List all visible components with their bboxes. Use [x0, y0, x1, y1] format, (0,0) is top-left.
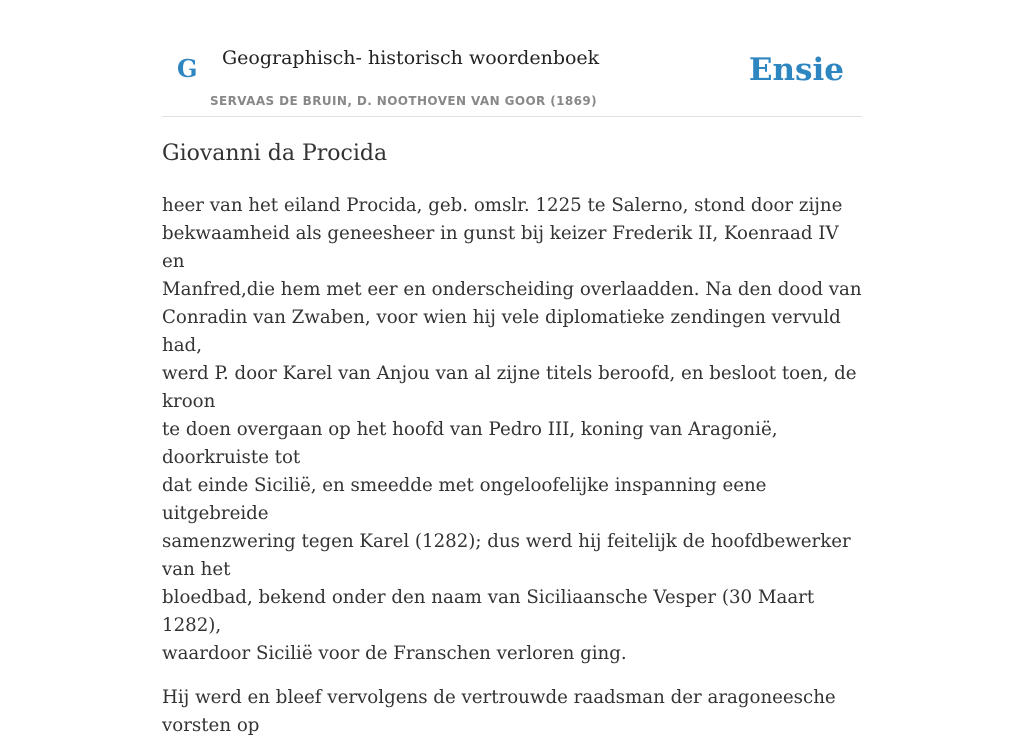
- entry-line: te doen overgaan op het hoofd van Pedro III, koning van Aragonië, doorkruiste tot: [162, 419, 778, 468]
- entry-title: Giovanni da Procida: [162, 141, 388, 166]
- entry-line: heer van het eiland Procida, geb. omslr. 1225 te Salerno, stond door zijne: [162, 195, 843, 216]
- entry-line: werd P. door Karel van Anjou van al zijne titels beroofd, en besloot toen, de kroon: [162, 363, 857, 412]
- entry-body: [162, 192, 862, 756]
- entry-line: Conradin van Zwaben, voor wien hij vele diplomatieke zendingen vervuld had,: [162, 307, 841, 356]
- entry-line: Hij werd en bleef vervolgens de vertrouwde raadsman der aragoneesche vorsten op: [162, 687, 836, 736]
- ensie-logo[interactable]: Ensie: [748, 52, 844, 88]
- entry-line: waardoor Sicilië voor de Franschen verloren ging.: [162, 643, 627, 664]
- book-authors: SERVAAS DE BRUIN, D. NOOTHOVEN VAN GOOR (1869): [210, 94, 598, 108]
- book-title[interactable]: Geographisch- historisch woordenboek: [222, 47, 600, 69]
- book-logo[interactable]: G: [177, 54, 198, 83]
- entry-paragraph: [162, 192, 862, 668]
- entry-line: dat einde Sicilië, en smeedde met ongeloofelijke inspanning eene uitgebreide: [162, 475, 767, 524]
- entry-line: Manfred,die hem met eer en onderscheiding overlaadden. Na den dood van: [162, 279, 862, 300]
- header: [162, 0, 862, 117]
- entry-line: bekwaamheid als geneesheer in gunst bij keizer Frederik II, Koenraad IV en: [162, 223, 839, 272]
- entry-paragraph-2: [162, 684, 862, 740]
- entry-line: bloedbad, bekend onder den naam van Siciliaansche Vesper (30 Maart 1282),: [162, 587, 815, 636]
- entry-line: samenzwering tegen Karel (1282); dus werd hij feitelijk de hoofdbewerker van het: [162, 531, 851, 580]
